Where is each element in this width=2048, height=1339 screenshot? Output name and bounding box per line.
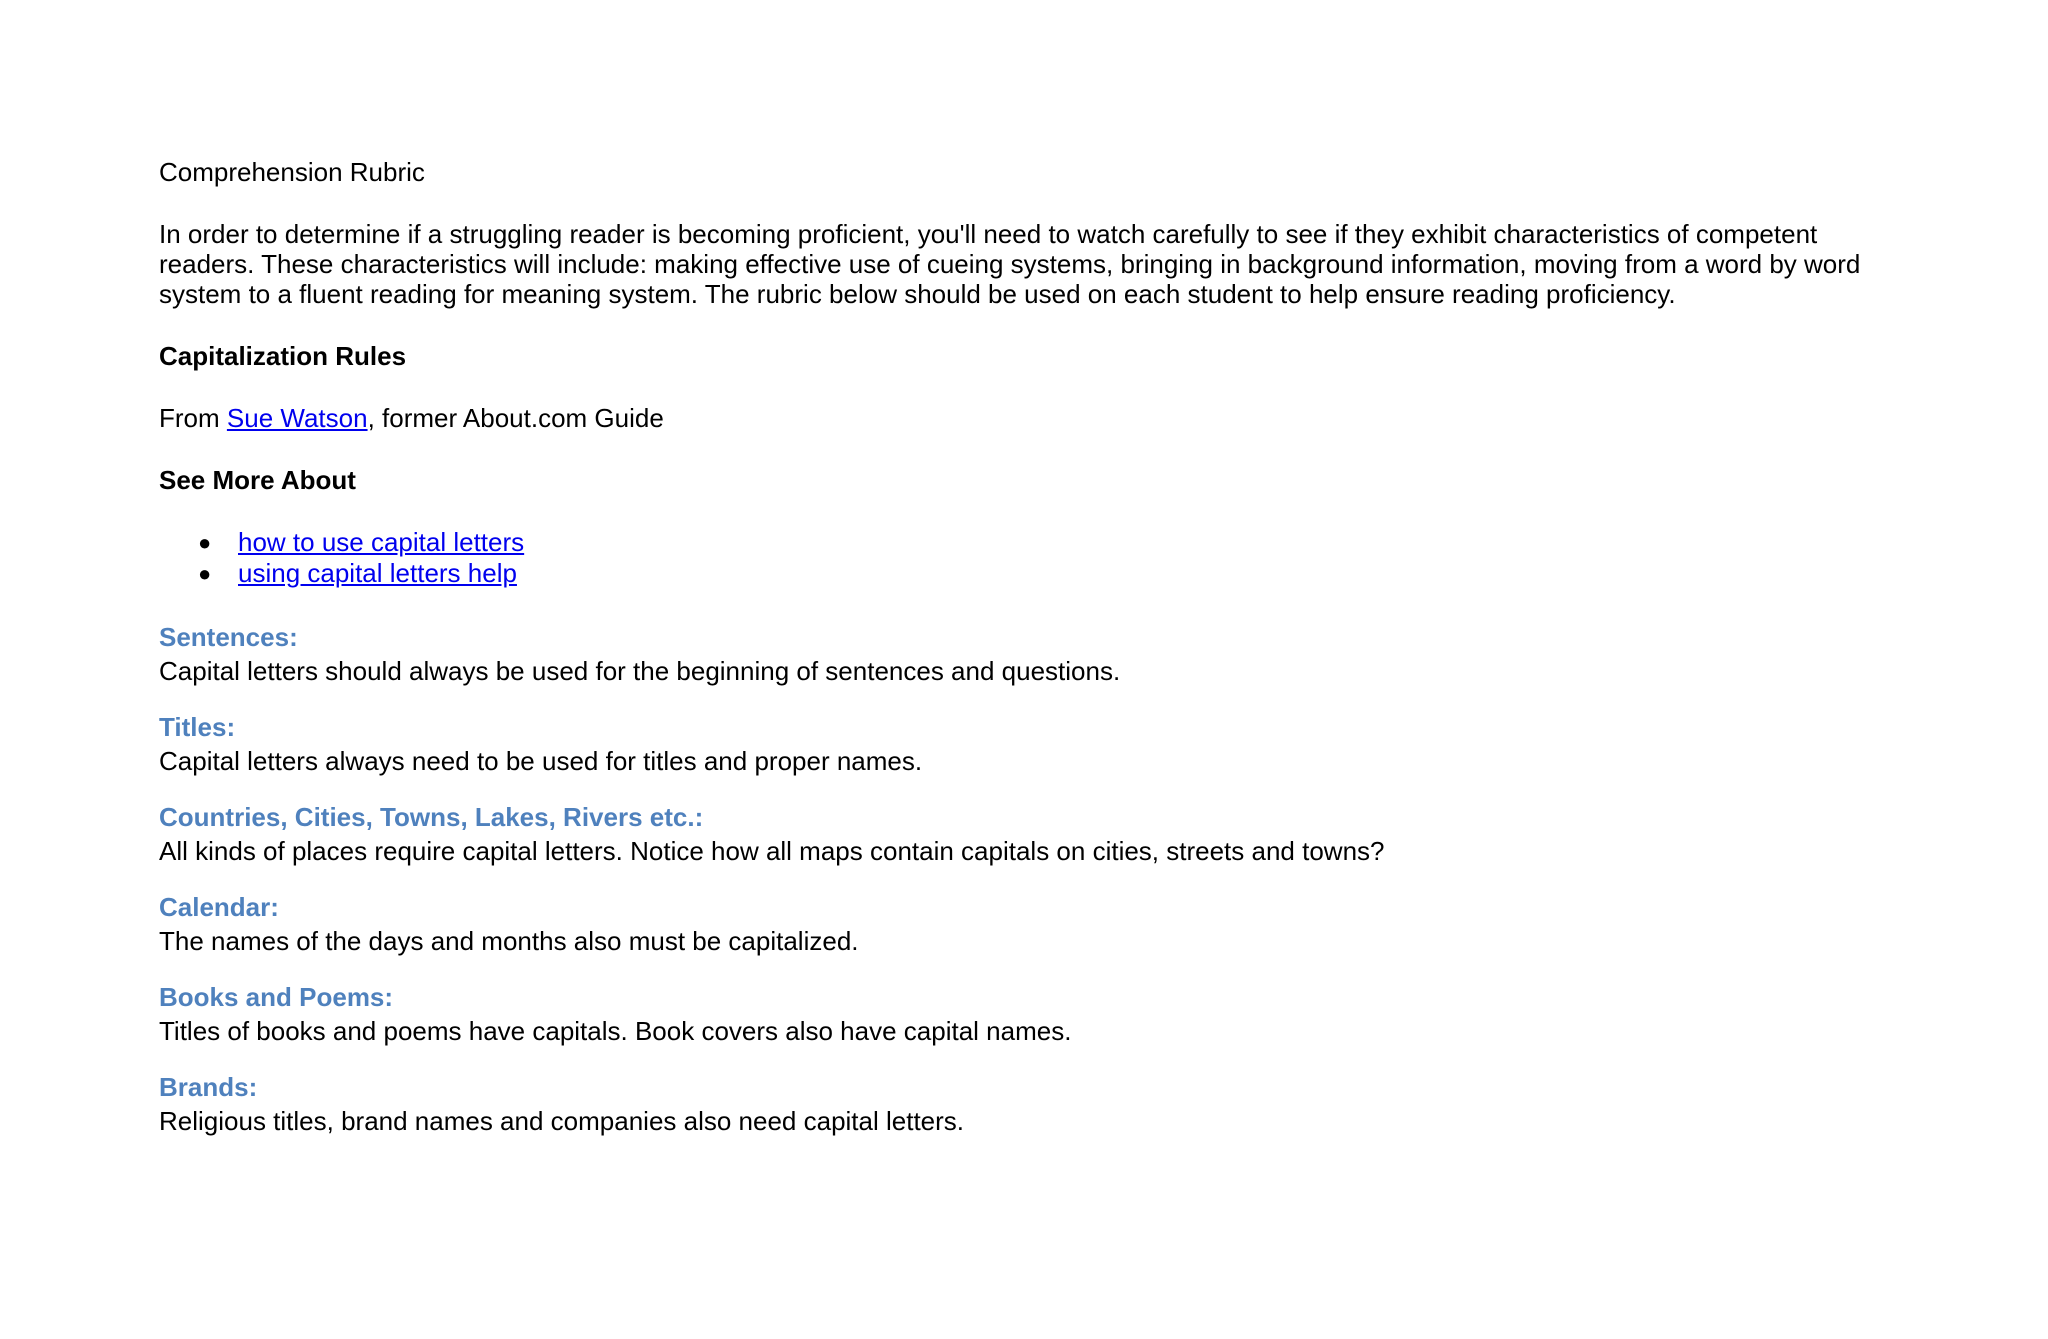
- rule-calendar: [159, 891, 1919, 958]
- rule-text: Capital letters always need to be used for titles and proper names.: [159, 746, 923, 776]
- author-link[interactable]: Sue Watson: [226, 403, 368, 433]
- byline: [159, 403, 1919, 433]
- bullet-icon: ●: [198, 530, 212, 555]
- see-more-heading: See More About: [159, 465, 356, 495]
- rule-heading: Books and Poems:: [159, 982, 394, 1012]
- see-more-list: [159, 527, 1919, 589]
- rule-places: [159, 801, 1919, 868]
- bullet-icon: ●: [198, 561, 212, 586]
- rule-books-poems: [159, 981, 1919, 1048]
- section-heading: Capitalization Rules: [159, 341, 407, 371]
- rule-text: Religious titles, brand names and companies also need capital letters.: [159, 1106, 965, 1136]
- rule-text: All kinds of places require capital letters. Notice how all maps contain capitals on cities, streets and towns?: [159, 836, 1385, 866]
- rule-heading: Calendar:: [159, 892, 279, 922]
- intro-paragraph: In order to determine if a struggling reader is becoming proficient, you'll need to watch carefully to see if they exhibit characteristics of competent readers. These characteristics will include: making effective use of cueing systems, bringing in background information, moving from a word by word system to a fluent reading for meaning system. The rubric below should be used on each student to help ensure reading proficiency.: [159, 219, 1861, 309]
- byline-suffix: , former About.com Guide: [367, 403, 664, 433]
- rule-brands: [159, 1071, 1919, 1138]
- list-item: [198, 558, 1919, 589]
- rule-text: The names of the days and months also must be capitalized.: [159, 926, 859, 956]
- rule-heading: Brands:: [159, 1072, 258, 1102]
- byline-prefix: From: [159, 403, 227, 433]
- rule-heading: Countries, Cities, Towns, Lakes, Rivers etc.:: [159, 802, 704, 832]
- see-more-link-2[interactable]: using capital letters help: [238, 558, 517, 588]
- rule-sentences: [159, 621, 1919, 688]
- rule-titles: [159, 711, 1919, 778]
- document-page: [159, 157, 1919, 1161]
- see-more-link-1[interactable]: how to use capital letters: [238, 527, 525, 557]
- list-item: [198, 527, 1919, 558]
- rule-text: Capital letters should always be used for the beginning of sentences and questions.: [159, 656, 1121, 686]
- rule-text: Titles of books and poems have capitals. Book covers also have capital names.: [159, 1016, 1072, 1046]
- rule-heading: Titles:: [159, 712, 236, 742]
- rule-heading: Sentences:: [159, 622, 298, 652]
- document-title: Comprehension Rubric: [159, 157, 425, 187]
